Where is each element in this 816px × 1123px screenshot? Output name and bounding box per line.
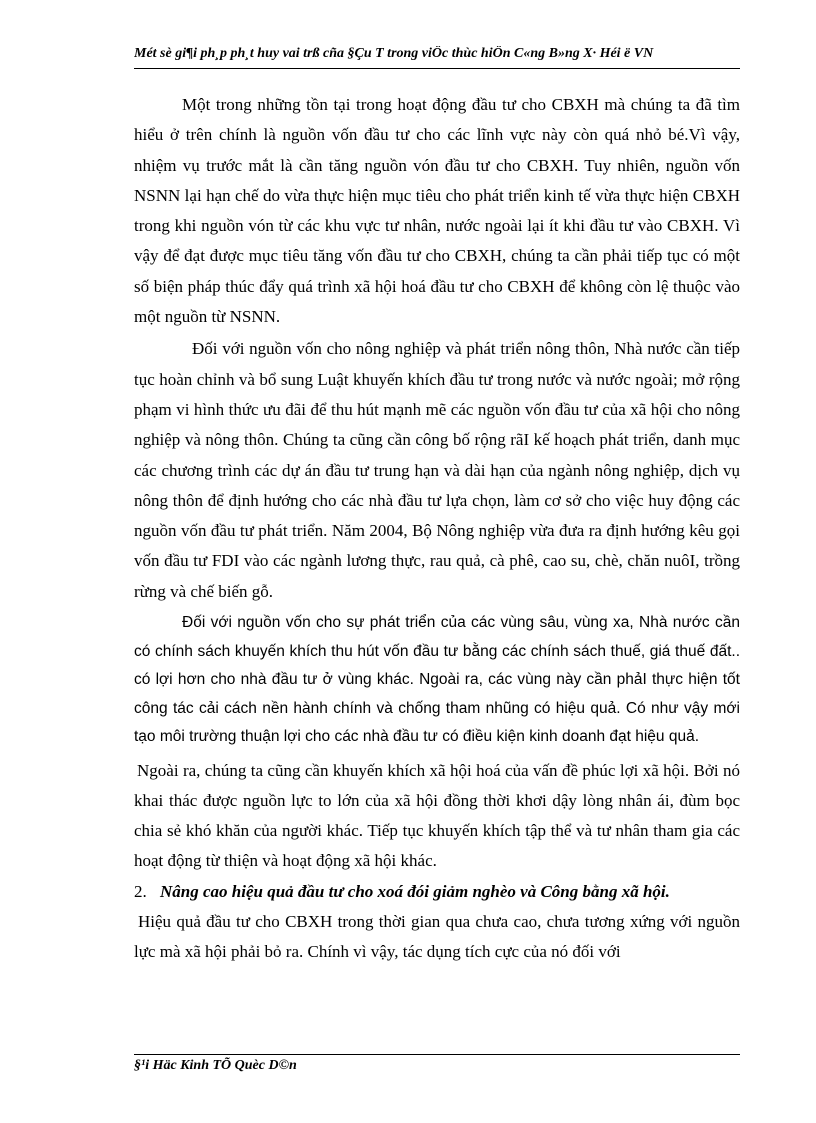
section-title: Nâng cao hiệu quả đầu tư cho xoá đói giảm nghèo và Công bằng xã hội. xyxy=(160,881,670,901)
paragraph-social-welfare: Ngoài ra, chúng ta cũng cần khuyến khích xã hội hoá của vấn đề phúc lợi xã hội. Bởi nó khai thác được nguồn lực to lớn của xã hội đồng thời khơi dậy lòng nhân ái, đùm bọc chia sẻ khó khăn của người khác. Tiếp tục khuyến khích tập thể và tư nhân tham gia các hoạt động từ thiện và hoạt động xã hội khác. xyxy=(134,760,740,871)
paragraph-remote-regions: Đối với nguồn vốn cho sự phát triển của các vùng sâu, vùng xa, Nhà nước cần có chính sách khuyến khích thu hút vốn đầu tư bằng các chính sách thuế, giá thuế đất.. có lợi hơn cho nhà đầu tư ở vùng khác. Ngoài ra, các vùng này cần phảI thực hiện tốt công tác cải cách nền hành chính và chống tham nhũng có hiệu quả. Có như vậy mới tạo môi trường thuận lợi cho các nhà đầu tư có điều kiện kinh doanh đạt hiệu quả. xyxy=(134,614,740,746)
document-body xyxy=(134,90,740,968)
footer-divider xyxy=(134,1054,740,1055)
section-heading xyxy=(134,877,740,907)
page-footer: §¹i Häc Kinh TÕ Quèc D©n xyxy=(134,1058,297,1073)
paragraph-agriculture: Đối với nguồn vốn cho nông nghiệp và phát triển nông thôn, Nhà nước cần tiếp tục hoàn chỉnh và bổ sung Luật khuyến khích đầu tư trong nước và nước ngoài; mở rộng phạm vi hình thức ưu đãi để thu hút mạnh mẽ các nguồn vốn đầu tư của xã hội cho nông nghiệp và nông thôn. Chúng ta cũng cần công bố rộng rãI kế hoạch phát triển, danh mục các chương trình các dự án đầu tư trung hạn và dài hạn của ngành nông nghiệp, dịch vụ nông thôn để định hướng cho các nhà đầu tư lựa chọn, làm cơ sở cho việc huy động các nguồn vốn đầu tư phát triển. Năm 2004, Bộ Nông nghiệp vừa đưa ra định hướng kêu gọi vốn đầu tư FDI vào các ngành lương thực, rau quả, cà phê, cao su, chè, chăn nuôI, trồng rừng và chế biến gỗ. xyxy=(134,339,740,601)
paragraph-efficiency: Hiệu quả đầu tư cho CBXH trong thời gian qua chưa cao, chưa tương xứng với nguồn lực mà xã hội phải bỏ ra. Chính vì vậy, tác dụng tích cực của nó đối với xyxy=(134,912,740,962)
paragraph-investment-sources: Một trong những tồn tại trong hoạt động đầu tư cho CBXH mà chúng ta đã tìm hiểu ở trên chính là nguồn vốn đầu tư cho các lĩnh vực này còn quá nhỏ bé.Vì vậy, nhiệm vụ trước mắt là cần tăng nguồn vón đầu tư cho CBXH. Tuy nhiên, nguồn vốn NSNN lại hạn chế do vừa thực hiện mục tiêu cho phát triển kinh tế vừa thực hiện CBXH trong khi nguồn vón từ các khu vực tư nhân, nước ngoài lại ít khi đầu tư vào CBXH. Vì vậy để đạt được mục tiêu tăng vốn đầu tư cho CBXH, chúng ta cần phải tiếp tục có một số biện pháp thúc đẩy quá trình xã hội hoá đầu tư cho CBXH để không còn lệ thuộc vào một nguồn từ NSNN. xyxy=(134,95,740,327)
page-header: Mét sè gi¶i ph¸p ph¸t huy vai trß cña §Çu T trong viÖc thùc hiÖn C«ng B»ng X· Héi ë VN xyxy=(134,46,740,69)
section-number: 2. xyxy=(134,881,147,901)
